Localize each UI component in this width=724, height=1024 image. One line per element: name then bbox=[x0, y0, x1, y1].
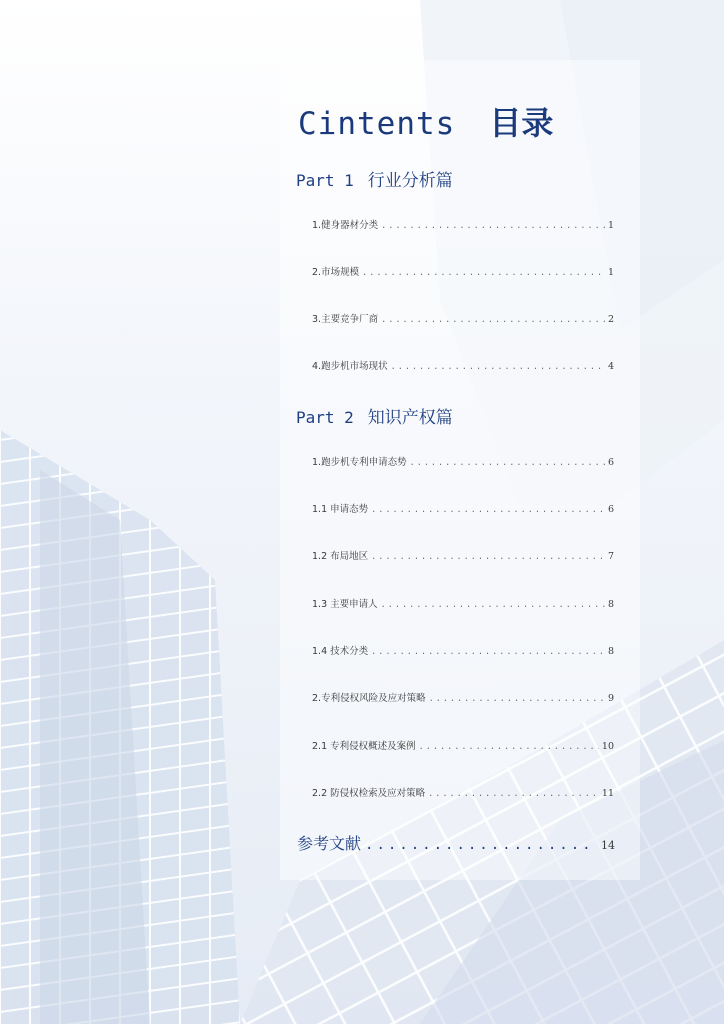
toc-entry-title: 2.2 防侵权检索及应对策略 bbox=[312, 788, 426, 799]
references-entry[interactable] bbox=[297, 831, 615, 854]
title-chinese: 目录 bbox=[489, 104, 554, 142]
toc-page-number: 7 bbox=[607, 551, 614, 562]
toc-entry[interactable] bbox=[312, 785, 614, 801]
title-english: Cintents bbox=[298, 106, 456, 142]
dot-leader bbox=[371, 505, 605, 515]
part-name: 行业分析篇 bbox=[367, 171, 453, 191]
toc-entry-title: 4.跑步机市场现状 bbox=[312, 361, 388, 372]
dot-leader bbox=[429, 694, 605, 704]
references-page-number: 14 bbox=[601, 839, 615, 852]
toc-page-number: 6 bbox=[607, 457, 614, 468]
dot-leader bbox=[381, 221, 605, 231]
toc-page-number: 8 bbox=[607, 599, 614, 610]
dot-leader bbox=[371, 552, 605, 562]
toc-page-number: 9 bbox=[607, 693, 614, 704]
references-title: 参考文献 bbox=[297, 834, 362, 853]
toc-entry-title: 2.专利侵权风险及应对策略 bbox=[312, 693, 426, 704]
dot-leader bbox=[410, 458, 605, 468]
toc-page-number: 6 bbox=[607, 504, 614, 515]
toc-entry-title: 3.主要竞争厂商 bbox=[312, 314, 379, 325]
dot-leader bbox=[381, 315, 605, 325]
toc-entry[interactable] bbox=[312, 454, 614, 470]
toc-entry-title: 1.1 申请态势 bbox=[312, 504, 369, 515]
dot-leader bbox=[428, 789, 599, 799]
toc-entry-title: 2.市场规模 bbox=[312, 267, 360, 278]
toc-page-number: 11 bbox=[601, 788, 614, 799]
toc-page-number: 2 bbox=[607, 314, 614, 325]
dot-leader bbox=[391, 362, 605, 372]
toc-page-number: 4 bbox=[607, 361, 614, 372]
part-2-heading bbox=[296, 403, 453, 428]
part-1-heading bbox=[296, 166, 453, 191]
toc-entry[interactable] bbox=[312, 501, 614, 517]
toc-page-number: 1 bbox=[607, 267, 614, 278]
dot-leader bbox=[365, 837, 597, 853]
dot-leader bbox=[381, 600, 605, 610]
toc-page-number: 1 bbox=[607, 220, 614, 231]
dot-leader bbox=[419, 742, 599, 752]
toc-entry[interactable] bbox=[312, 264, 614, 280]
dot-leader bbox=[362, 268, 605, 278]
toc-entry[interactable] bbox=[312, 738, 614, 754]
toc-page-number: 10 bbox=[601, 741, 614, 752]
part-name: 知识产权篇 bbox=[367, 408, 453, 428]
toc-entry[interactable] bbox=[312, 596, 614, 612]
toc-entry[interactable] bbox=[312, 548, 614, 564]
toc-entry[interactable] bbox=[312, 217, 614, 233]
toc-page-number: 8 bbox=[607, 646, 614, 657]
toc-entry-title: 2.1 专利侵权概述及案例 bbox=[312, 741, 416, 752]
toc-entry-title: 1.健身器材分类 bbox=[312, 220, 379, 231]
part-label: Part 2 bbox=[296, 408, 354, 427]
toc-entry-title: 1.4 技术分类 bbox=[312, 646, 369, 657]
toc-entry-title: 1.3 主要申请人 bbox=[312, 599, 378, 610]
toc-entry-title: 1.跑步机专利申请态势 bbox=[312, 457, 407, 468]
toc-entry[interactable] bbox=[312, 643, 614, 659]
part-label: Part 1 bbox=[296, 171, 354, 190]
toc-entry[interactable] bbox=[312, 311, 614, 327]
page-title bbox=[298, 98, 553, 144]
toc-entry[interactable] bbox=[312, 690, 614, 706]
toc-entry-title: 1.2 布局地区 bbox=[312, 551, 369, 562]
dot-leader bbox=[371, 647, 605, 657]
toc-entry[interactable] bbox=[312, 358, 614, 374]
